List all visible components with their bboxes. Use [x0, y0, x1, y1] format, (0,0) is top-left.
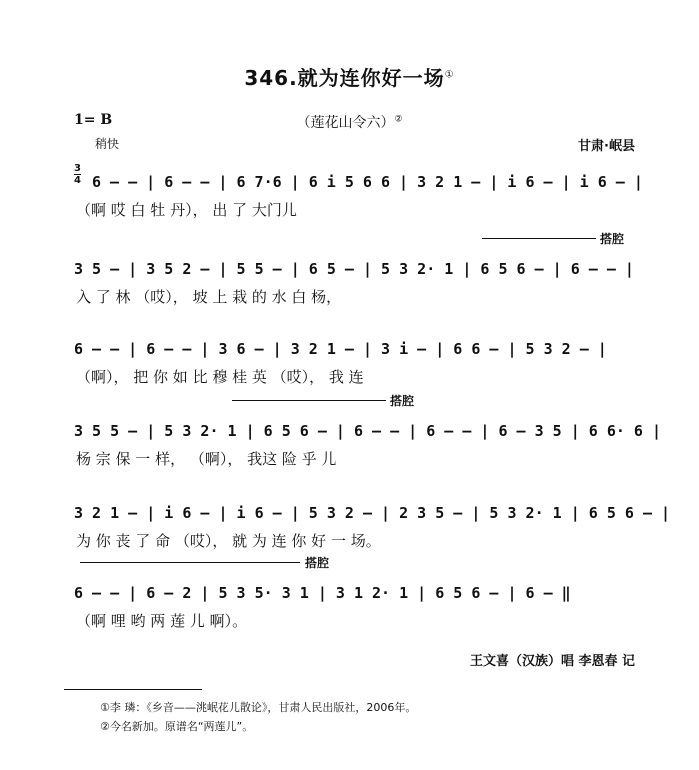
footnote-1: ①李 璘：《乡音——洮岷花儿散论》，甘肃人民出版社，2006年。 — [100, 701, 417, 714]
dapiang-line — [482, 238, 596, 239]
dapiang-label: 搭腔 — [305, 556, 330, 570]
notation-line: 3 5 ‒ | 3 5 2 ‒ | 5 5 ‒ | 6 5 ‒ | 5 3 2· 1 | 6 5 6 ‒ | 6 ‒ ‒ | — [74, 260, 634, 278]
subtitle: （莲花山令六）② — [296, 114, 403, 131]
lyric-line: （啊 哩 哟 两 莲 儿 啊）。 — [76, 612, 248, 630]
transcriber-credit: 王文喜（汉族）唱 李恩春 记 — [469, 654, 635, 669]
notation-line: 3 5 5 ‒ | 5 3 2· 1 | 6 5 6 ‒ | 6 ‒ ‒ | 6 ‒ ‒ | 6 ‒ 3 5 | 6 6· 6 | — [74, 422, 661, 440]
notation-line: 6 ‒ ‒ | 6 ‒ ‒ | 6 7·6 | 6 i 5 6 6 | 3 2 1 ‒ | i 6 ‒ | i 6 ‒ | — [92, 173, 643, 191]
dapiang-line — [232, 400, 386, 401]
lyric-line: 为 你 丧 了 命 （哎）， 就 为 连 你 好 一 场。 — [76, 532, 381, 550]
notation-line: 6 ‒ ‒ | 6 ‒ 2 | 5 3 5· 3 1 | 3 1 2· 1 | 6 5 6 ‒ | 6 ‒ ‖ — [74, 584, 571, 602]
dapiang-label: 搭腔 — [600, 232, 625, 246]
footnote-divider — [64, 689, 202, 690]
lyric-line: （啊 哎 白 牡 丹）， 出 了 大门儿 — [76, 201, 297, 219]
page-title: 346.就为连你好一场① — [244, 66, 455, 90]
region-label: 甘肃·岷县 — [578, 139, 635, 154]
notation-line: 3 2 1 ‒ | i 6 ‒ | i 6 ‒ | 5 3 2 ‒ | 2 3 5 ‒ | 5 3 2· 1 | 6 5 6 ‒ | — [74, 504, 671, 522]
lyric-line: （啊）， 把 你 如 比 穆 桂 英 （哎）， 我 连 — [76, 368, 364, 386]
tempo-marking: 稍快 — [95, 137, 120, 151]
notation-line: 6 ‒ ‒ | 6 ‒ ‒ | 3 6 ‒ | 3 2 1 ‒ | 3 i ‒ | 6 6 ‒ | 5 3 2 ‒ | — [74, 340, 607, 358]
dapiang-label: 搭腔 — [390, 394, 415, 408]
lyric-line: 杨 宗 保 一 样， （啊）， 我这 险 乎 儿 — [76, 450, 337, 468]
dapiang-line — [80, 562, 300, 563]
footnote-2: ②今名新加。原谱名“两莲儿”。 — [100, 720, 254, 733]
time-signature: 3 4 — [74, 163, 81, 186]
key-signature: 1= B — [74, 112, 113, 128]
lyric-line: 入 了 林 （哎）， 坡 上 栽 的 水 白 杨， — [76, 288, 342, 306]
